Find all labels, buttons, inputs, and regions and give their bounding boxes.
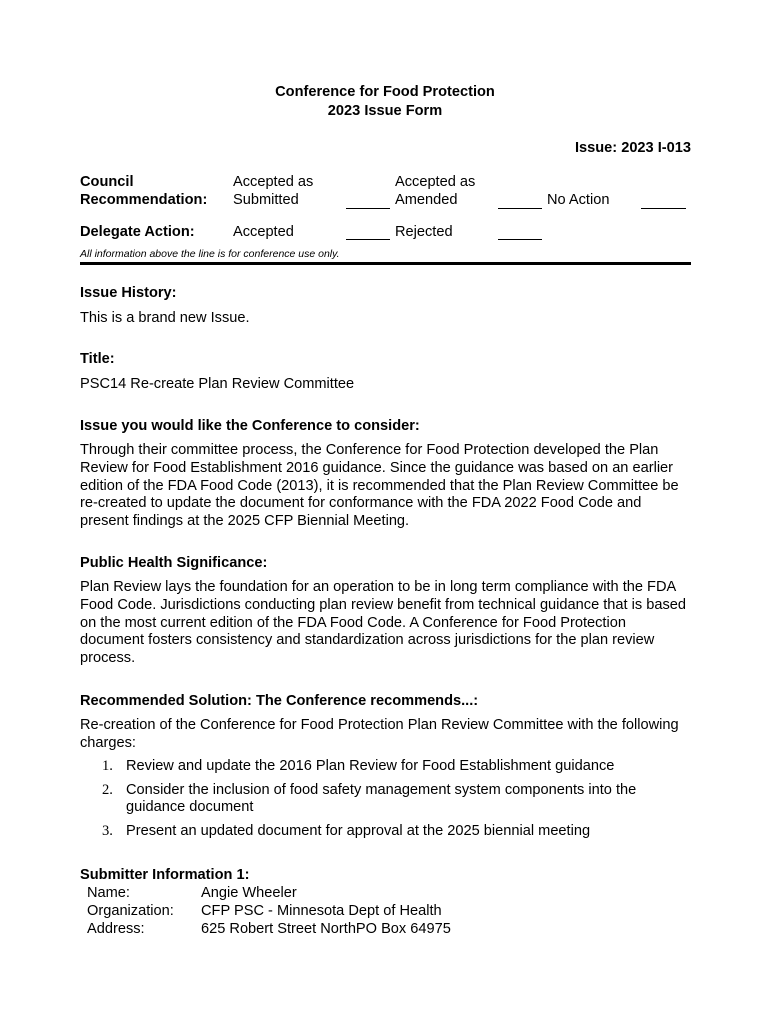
delegate-option-rejected: Rejected xyxy=(395,224,453,240)
council-option-no-action: No Action xyxy=(547,192,610,208)
list-item xyxy=(80,823,680,841)
recommended-text: Re-creation of the Conference for Food Protection Plan Review Committee with the following charges: xyxy=(80,717,679,751)
submitter-address-label: Address: xyxy=(87,921,145,937)
council-option-submitted-line1: Accepted as xyxy=(233,174,314,190)
delegate-rejected-blank[interactable] xyxy=(498,239,542,240)
list-item-text: Consider the inclusion of food safety management system components into the guidance document xyxy=(126,781,637,815)
submitter-heading: Submitter Information 1: xyxy=(80,867,250,883)
list-number: 1. xyxy=(102,758,113,774)
submitter-address-value: 625 Robert Street NorthPO Box 64975 xyxy=(201,921,451,937)
council-option-submitted-line2: Submitted xyxy=(233,192,299,208)
list-item xyxy=(80,758,680,776)
issue-history-heading: Issue History: xyxy=(80,285,177,301)
recommended-heading: Recommended Solution: The Conference recommends...: xyxy=(80,693,479,709)
list-item xyxy=(80,782,680,817)
submitter-org-label: Organization: xyxy=(87,903,174,919)
list-number: 3. xyxy=(102,822,113,839)
conference-use-note: All information above the line is for conference use only. xyxy=(80,248,340,260)
title-text: PSC14 Re-create Plan Review Committee xyxy=(80,376,355,392)
council-amended-blank[interactable] xyxy=(498,208,542,209)
divider-rule xyxy=(80,262,691,265)
issue-consider-heading: Issue you would like the Conference to consider: xyxy=(80,418,420,434)
submitter-name-value: Angie Wheeler xyxy=(201,885,297,901)
title-heading: Title: xyxy=(80,351,115,367)
delegate-label: Delegate Action: xyxy=(80,224,195,240)
council-label-line1: Council xyxy=(80,174,134,190)
council-option-amended-line1: Accepted as xyxy=(395,174,476,190)
issue-history-text: This is a brand new Issue. xyxy=(80,310,250,326)
council-submitted-blank[interactable] xyxy=(346,208,390,209)
public-health-text: Plan Review lays the foundation for an operation to be in long term compliance with the FDA Food Code. Jurisdictions conducting plan review benefit from technical guidance that is based on the most current edition of the FDA Food Code. A Conference for Food Protection document fosters consistency and standardization across jurisdictions for the plan review process. xyxy=(80,579,686,667)
council-label-line2: Recommendation: xyxy=(80,192,208,208)
delegate-accepted-blank[interactable] xyxy=(346,239,390,240)
list-item-text: Present an updated document for approval at the 2025 biennial meeting xyxy=(126,822,591,839)
charges-list xyxy=(80,758,680,846)
form-subtitle: 2023 Issue Form xyxy=(327,103,443,119)
public-health-heading: Public Health Significance: xyxy=(80,555,268,571)
submitter-org-value: CFP PSC - Minnesota Dept of Health xyxy=(201,903,442,919)
council-no-action-blank[interactable] xyxy=(641,208,686,209)
issue-number: Issue: 2023 I-013 xyxy=(574,140,691,156)
list-item-text: Review and update the 2016 Plan Review for Food Establishment guidance xyxy=(126,758,615,774)
council-option-amended-line2: Amended xyxy=(395,192,458,208)
form-title: Conference for Food Protection xyxy=(275,84,495,100)
submitter-name-label: Name: xyxy=(87,885,130,901)
issue-consider-text: Through their committee process, the Conference for Food Protection developed the Plan Review for Food Establishment 2016 guidance. Since the guidance was based on an earlier edition of the FDA Food Code (2013), it is recommended that the Plan Review Committee be re-created to update the document for conformance with the FDA 2022 Food Code and present findings at the 2025 CFP Biennial Meeting. xyxy=(80,442,679,530)
list-number: 2. xyxy=(102,781,113,798)
delegate-option-accepted: Accepted xyxy=(233,224,294,240)
